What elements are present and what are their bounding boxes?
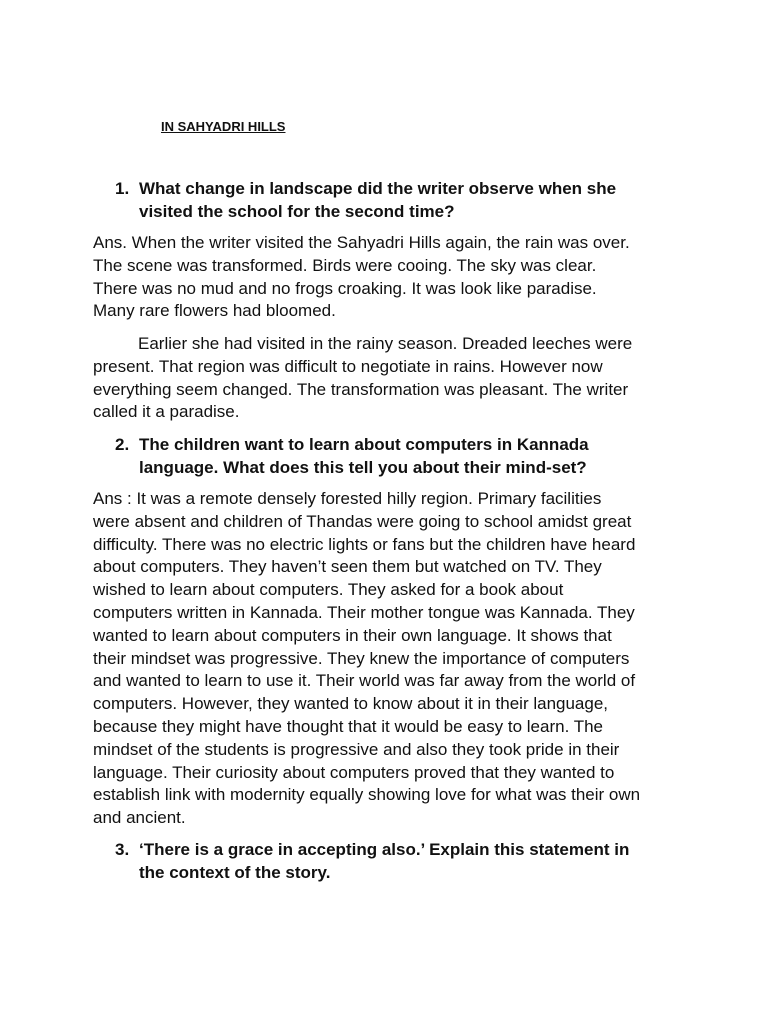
answer-2-line: Ans : It was a remote densely forested hilly region. Primary facilities: [93, 489, 602, 508]
answer-1-paragraph: [93, 232, 683, 323]
answer-2-line: and ancient.: [93, 808, 186, 828]
question-2-number: 2.: [115, 435, 130, 454]
answer-2-line: because they might have thought that it would be easy to learn. The: [93, 716, 604, 736]
question-1-text: [139, 177, 675, 223]
question-1-line: What change in landscape did the writer observe when she: [139, 179, 617, 198]
answer-1-second-paragraph: [93, 333, 683, 424]
answer-1b-line: everything seem changed. The transformation was pleasant. The writer: [93, 379, 629, 399]
answer-2-line: establish link with modernity equally showing love for what was their own: [93, 785, 641, 805]
answer-1b-line: Earlier she had visited in the rainy season. Dreaded leeches were: [138, 334, 633, 353]
answer-2-line: language. Their curiosity about computers proved that they wanted to: [93, 762, 615, 782]
question-2: [115, 433, 675, 479]
question-2-line: language. What does this tell you about their mind-set?: [139, 458, 587, 477]
answer-1b-line: called it a paradise.: [93, 402, 240, 422]
question-3-line: the context of the story.: [139, 863, 331, 882]
question-3-text: [139, 838, 675, 884]
question-3-line: ‘There is a grace in accepting also.’ Explain this statement in: [139, 840, 630, 859]
answer-2-line: wished to learn about computers. They asked for a book about: [93, 580, 564, 600]
answer-1-line: Ans. When the writer visited the Sahyadri Hills again, the rain was over.: [93, 233, 630, 252]
answer-2-line: were absent and children of Thandas were going to school amidst great: [93, 511, 632, 531]
answer-2-line: and wanted to learn to use it. Their world was far away from the world of: [93, 671, 636, 691]
question-3: [115, 838, 675, 884]
answer-2-line: computers written in Kannada. Their mother tongue was Kannada. They: [93, 602, 635, 622]
answer-1b-line: present. That region was difficult to negotiate in rains. However now: [93, 356, 603, 376]
question-3-number: 3.: [115, 840, 130, 859]
question-2-line: The children want to learn about computers in Kannada: [139, 435, 589, 454]
answer-2-line: about computers. They haven’t seen them but watched on TV. They: [93, 557, 602, 577]
answer-1-line: Many rare flowers had bloomed.: [93, 301, 336, 321]
question-1: [115, 177, 675, 223]
answer-2-paragraph: [93, 488, 683, 830]
answer-2-line: computers. However, they wanted to know about it in their language,: [93, 694, 609, 714]
answer-2-line: mindset of the students is progressive and also they took pride in their: [93, 739, 620, 759]
answer-2-line: their mindset was progressive. They knew the importance of computers: [93, 648, 630, 668]
question-2-text: [139, 433, 675, 479]
answer-1-line: The scene was transformed. Birds were cooing. The sky was clear.: [93, 255, 597, 275]
document-title: IN SAHYADRI HILLS: [161, 119, 286, 134]
question-1-line: visited the school for the second time?: [139, 202, 455, 221]
answer-1-line: There was no mud and no frogs croaking. It was look like paradise.: [93, 278, 597, 298]
answer-2-line: wanted to learn about computers in their own language. It shows that: [93, 625, 612, 645]
question-1-number: 1.: [115, 179, 130, 198]
answer-2-line: difficulty. There was no electric lights or fans but the children have heard: [93, 534, 636, 554]
